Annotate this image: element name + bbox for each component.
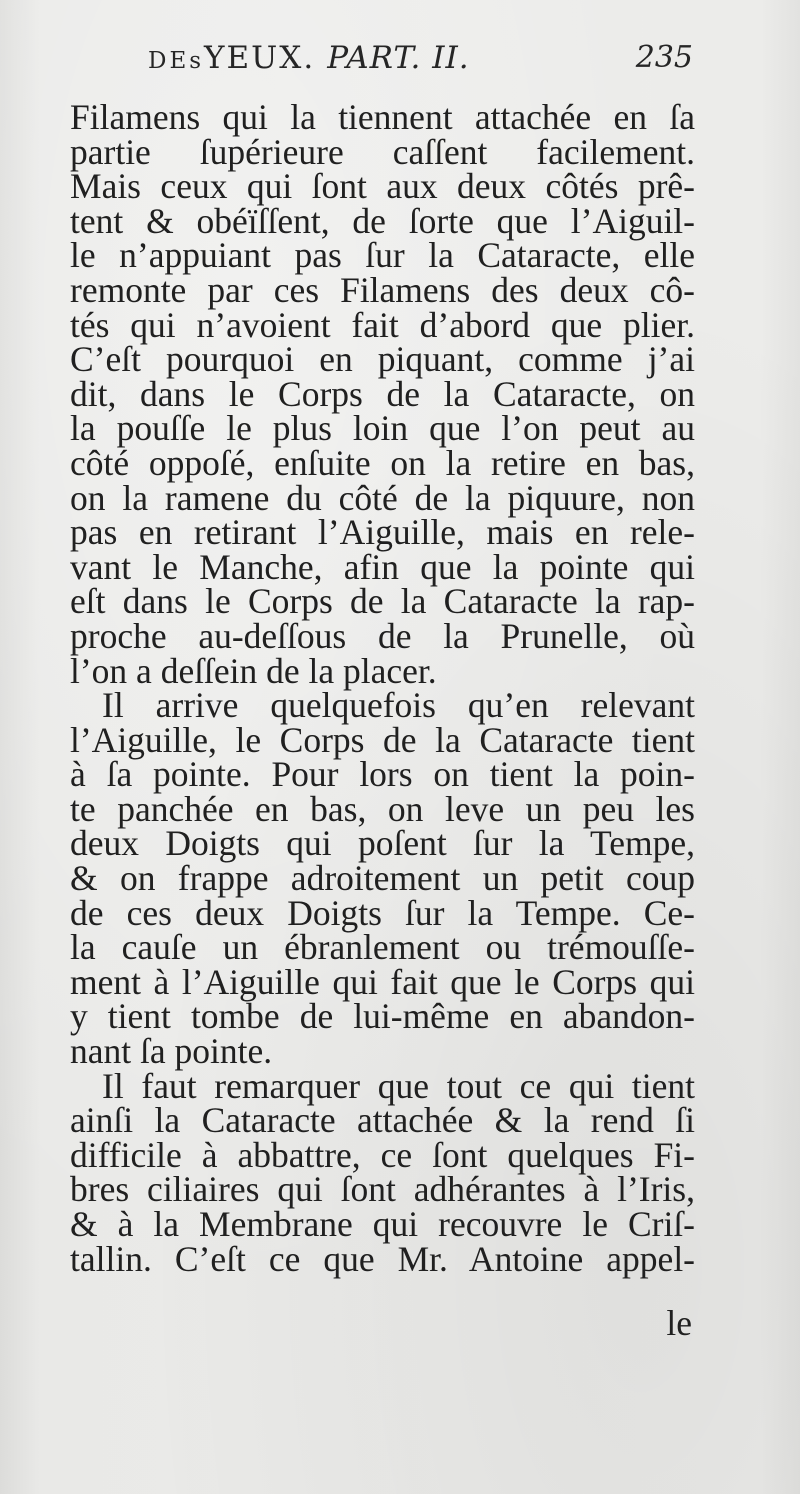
body-text (70, 97, 695, 1279)
text-line: proche au-deſſous de la Prunelle, où (70, 615, 695, 656)
text-line: partie ſupérieure caſſent facilement. (70, 131, 695, 172)
text-line: bres ciliaires qui ſont adhérantes à l’Iris, (70, 1169, 695, 1210)
running-header (148, 40, 693, 90)
running-title-main: YEUX. (204, 40, 316, 76)
running-title (148, 40, 470, 76)
text-line: on la ramene du côté de la piquure, non (70, 477, 695, 518)
text-line: l’Aiguille, le Corps de la Cataracte tient (70, 719, 695, 760)
text-line: Mais ceux qui ſont aux deux côtés prê- (70, 166, 695, 207)
text-line: côté oppoſé, enſuite on la retire en bas, (70, 442, 695, 483)
text-line: de ces deux Doigts ſur la Tempe. Ce- (70, 892, 695, 933)
text-line: vant le Manche, afin que la pointe qui (70, 546, 695, 587)
text-line: difficile à abbattre, ce ſont quelques Fi- (70, 1134, 695, 1175)
text-line: dit, dans le Corps de la Cataracte, on (70, 373, 695, 414)
text-line: C’eſt pourquoi en piquant, comme j’ai (70, 339, 695, 380)
paragraph-end-line: nant ſa pointe. (70, 1031, 273, 1072)
text-line: te panchée en bas, on leve un peu les (70, 788, 695, 829)
paragraph-start-line: Il arrive quelquefois qu’en relevant (102, 685, 695, 726)
paragraph-end-line: l’on a deſſein de la placer. (70, 650, 437, 691)
text-line: eſt dans le Corps de la Cataracte la rap- (70, 581, 695, 622)
text-line: pas en retirant l’Aiguille, mais en rele- (70, 512, 695, 553)
text-line: à ſa pointe. Pour lors on tient la poin- (70, 754, 695, 795)
page-number: 235 (635, 40, 693, 75)
catchword: le (666, 1303, 692, 1343)
text-line: ainſi la Cataracte attachée & la rend ſi (70, 1100, 695, 1141)
text-line: & on frappe adroitement un petit coup (70, 858, 695, 899)
text-line: y tient tombe de lui-même en abandon- (70, 996, 695, 1037)
text-line: tés qui n’avoient fait d’abord que plier. (70, 304, 695, 345)
text-line: le n’appuiant pas ſur la Cataracte, elle (70, 235, 695, 276)
running-title-prefix: DEs (148, 48, 205, 74)
text-line: remonte par ces Filamens des deux cô- (70, 269, 695, 310)
paragraph-start-line: Il faut remarquer que tout ce qui tient (102, 1065, 695, 1106)
text-line: deux Doigts qui poſent ſur la Tempe, (70, 823, 695, 864)
text-line: tallin. C’eſt ce que Mr. Antoine appel- (70, 1238, 695, 1279)
text-line: Filamens qui la tiennent attachée en ſa (70, 97, 695, 137)
text-line: ment à l’Aiguille qui fait que le Corps qui (70, 961, 695, 1002)
text-line: tent & obéïſſent, de ſorte que l’Aiguil- (70, 200, 695, 241)
text-line: la pouſſe le plus loin que l’on peut au (70, 408, 695, 449)
running-title-part: PART. II. (327, 40, 470, 76)
text-line: & à la Membrane qui recouvre le Criſ- (70, 1204, 695, 1244)
text-line: la cauſe un ébranlement ou trémouſſe- (70, 927, 695, 968)
